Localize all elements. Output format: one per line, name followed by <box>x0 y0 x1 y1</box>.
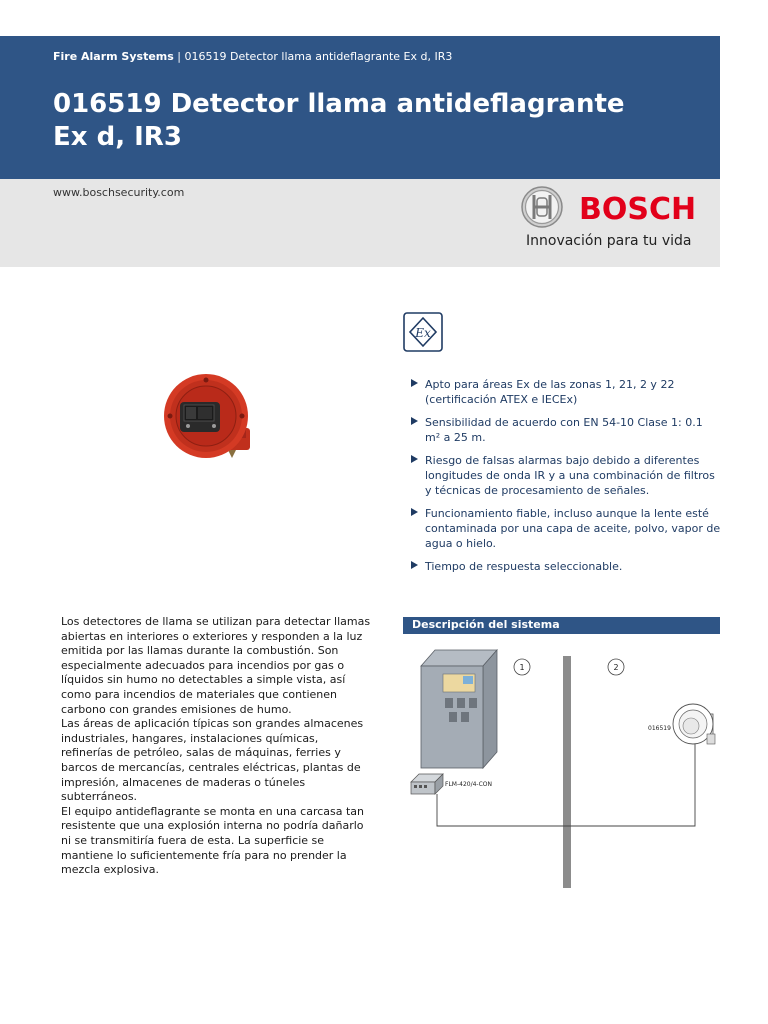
triangle-bullet-icon <box>411 417 418 425</box>
page-title <box>53 88 713 154</box>
website-url[interactable]: www.boschsecurity.com <box>53 186 185 199</box>
description-text <box>61 615 371 878</box>
breadcrumb-category: Fire Alarm Systems <box>53 50 174 63</box>
system-description-header <box>403 617 720 634</box>
triangle-bullet-icon <box>411 379 418 387</box>
svg-text:1: 1 <box>519 663 525 672</box>
svg-text:2: 2 <box>613 663 619 672</box>
zone-1-marker <box>514 659 530 675</box>
feature-item: Sensibilidad de acuerdo con EN 54-10 Clase 1: 0.1 m² a 25 m. <box>411 415 721 445</box>
triangle-bullet-icon <box>411 508 418 516</box>
feature-item: Funcionamiento fiable, incluso aunque la lente esté contaminada por una capa de aceite, polvo, vapor de agua o hielo. <box>411 506 721 551</box>
detector-label: 016519 <box>648 725 671 732</box>
triangle-bullet-icon <box>411 561 418 569</box>
breadcrumb-separator: | <box>177 50 182 63</box>
bosch-armature-icon <box>522 187 562 227</box>
feature-item: Tiempo de respuesta seleccionable. <box>411 559 721 574</box>
module-label: FLM-420/4-CON <box>445 781 492 788</box>
feature-item: Apto para áreas Ex de las zonas 1, 21, 2 y 22 (certificación ATEX e IECEx) <box>411 377 721 407</box>
description-paragraph: El equipo antideflagrante se monta en una carcasa tan resistente que una explosión interna no podría dañarlo ni se transmitiría fuera de esta. La superficie se mantiene lo suficientemente fría para no prender la mezcla explosiva. <box>61 804 365 877</box>
zone-2-marker <box>608 659 624 675</box>
title-line-2: Ex d, IR3 <box>53 122 182 152</box>
breadcrumb-product: 016519 Detector llama antideflagrante Ex d, IR3 <box>184 50 453 63</box>
flame-detector-drawing <box>673 704 715 744</box>
description-paragraph: Los detectores de llama se utilizan para detectar llamas abiertas en interiores o exteriores y responden a la luz emitida por las llamas durante la combustión. Son especialmente adecuados para incendios por gas o líquidos sin humo no detectables a simple vista, así como para incendios de materiales que contienen carbono con grandes emisiones de humo. <box>61 615 371 716</box>
ex-explosion-proof-icon <box>403 312 443 352</box>
zone-divider <box>563 656 571 888</box>
interface-module <box>411 774 443 794</box>
flame-detector-image <box>158 372 262 462</box>
system-description-title: Descripción del sistema <box>412 618 560 631</box>
breadcrumb <box>53 50 452 63</box>
feature-item: Riesgo de falsas alarmas bajo debido a diferentes longitudes de onda IR y a una combinación de filtros y técnicas de procesamiento de señales. <box>411 453 721 498</box>
brand-slogan: Innovación para tu vida <box>526 233 692 249</box>
bosch-wordmark: BOSCH <box>579 192 697 227</box>
ex-symbol: Ex <box>415 326 431 340</box>
bosch-logo <box>520 186 710 236</box>
description-paragraph: Las áreas de aplicación típicas son grandes almacenes industriales, hangares, instalaciones químicas, refinerías de petróleo, salas de máquinas, ferries y barcos de mercancías, centrales eléctricas, plantas de impresión, almacenes de maderas o túneles subterráneos. <box>61 717 364 804</box>
fire-panel-cabinet <box>421 650 497 768</box>
system-diagram <box>403 640 720 900</box>
title-line-1: 016519 Detector llama antideflagrante <box>53 89 625 119</box>
feature-list <box>411 377 721 582</box>
triangle-bullet-icon <box>411 455 418 463</box>
